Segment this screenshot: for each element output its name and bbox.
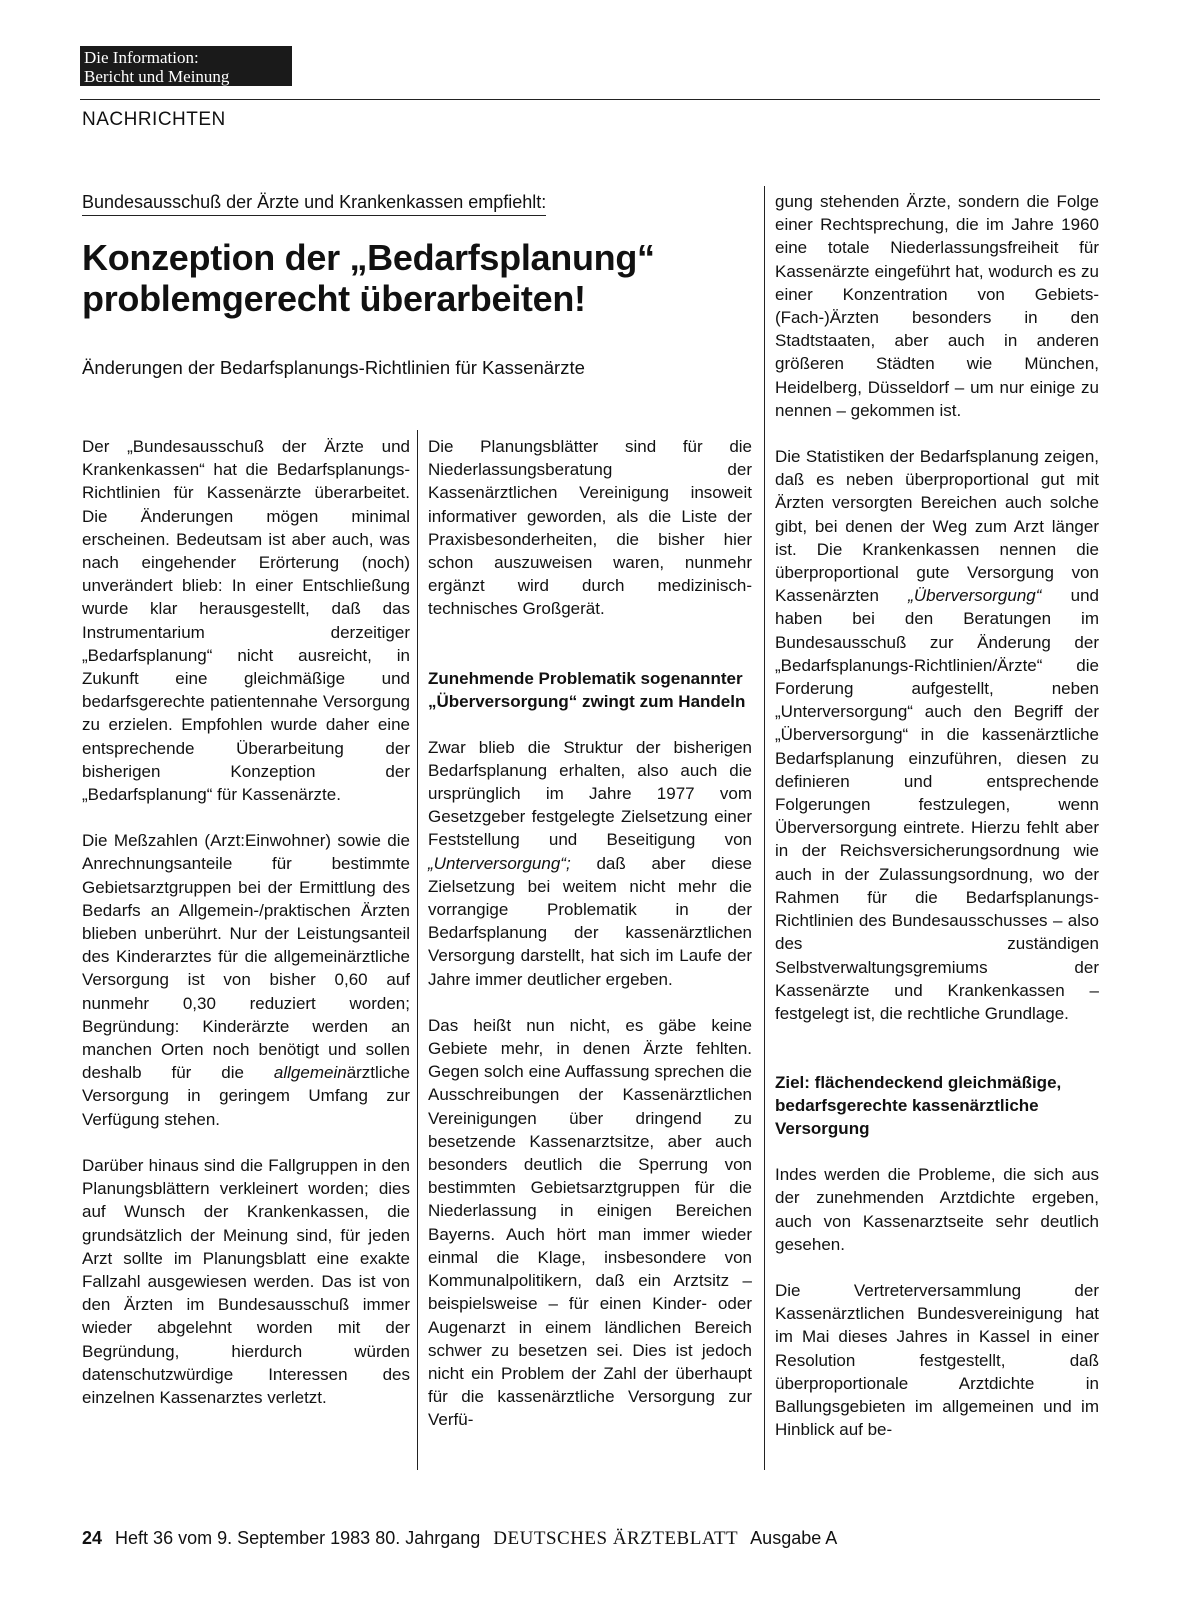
section-heading: Zunehmende Problematik sogenannter „Überversorgung“ zwingt zum Handeln	[428, 668, 746, 711]
publication-name: DEUTSCHES ÄRZTEBLATT	[493, 1528, 739, 1549]
text-column-2	[428, 435, 752, 1455]
page-footer	[82, 1528, 837, 1550]
top-rule	[80, 99, 1100, 100]
column-divider	[764, 186, 765, 1470]
article-headline	[82, 237, 762, 319]
column-divider	[417, 430, 418, 1470]
headline-line-2: problemgerecht überarbeiten!	[82, 278, 586, 319]
rubric-line-1: Die Information:	[84, 48, 199, 67]
paragraph: Darüber hinaus sind die Fallgruppen in den Planungsblättern verkleinert worden; dies auf Wunsch der Krankenkassen, die grundsätzlich der Meinung sind, für jeden Arzt sollte im Planungsblatt eine exakte Fallzahl ausgewiesen werden. Das ist von den Ärzten im Bundesausschuß immer wieder abgelehnt worden mit der Begründung, hierdurch würden datenschutzwürdige Interessen des einzelnen Kassenarztes verletzt.	[82, 1155, 410, 1407]
rubric-label	[80, 46, 292, 86]
paragraph: Die Meßzahlen (Arzt:Einwohner) sowie die Anrechnungsanteile für bestimmte Gebietsarztgruppen bei der Ermittlung des Bedarfs an Allgemein-/praktischen Ärzten blieben unberührt. Nur der Leistungsanteil des Kinderarztes für die allgemeinärztliche Versorgung ist von bisher 0,60 auf nunmehr 0,30 reduziert worden; Begründung: Kinderärzte werden an manchen Orten noch benötigt und sollen deshalb für die allgemeinärztliche Versorgung in geringem Umfang zur Verfügung stehen.	[82, 831, 410, 1129]
rubric-line-2: Bericht und Meinung	[84, 67, 230, 86]
paragraph: Die Planungsblätter sind für die Niederlassungsberatung der Kassenärztlichen Vereinigung insoweit informativer geworden, als die Liste der Praxisbesonderheiten, die bisher hier schon auszuweisen waren, nunmehr ergänzt wird durch medizinisch-technisches Großgerät.	[428, 437, 752, 619]
section-title: NACHRICHTEN	[82, 109, 226, 130]
issue-info: Heft 36 vom 9. September 1983 80. Jahrgang	[115, 1528, 481, 1548]
edition-label: Ausgabe A	[750, 1528, 838, 1548]
article-kicker: Bundesausschuß der Ärzte und Krankenkassen empfiehlt:	[82, 192, 546, 216]
paragraph: Die Vertreterversammlung der Kassenärztlichen Bundesvereinigung hat im Mai dieses Jahres in Kassel in einer Resolution festgestellt, daß überproportionale Arztdichte in Ballungsgebieten im allgemeinen und im Hinblick auf be-	[775, 1280, 1099, 1440]
paragraph: Das heißt nun nicht, es gäbe keine Gebiete mehr, in denen Ärzte fehlten. Gegen solch eine Auffassung sprechen die Ausschreibungen der Kassenärztlichen Vereinigungen über dringend zu besetzende Kassenarztsitze, aber auch besonders deutlich die Sperrung von bestimmten Gebietsarztgruppen für die Niederlassung in einigen Bereichen Bayerns. Auch hört man immer wieder einmal die Klage, insbesondere von Kommunalpolitikern, daß ein Arztsitz – beispielsweise – für einen Kinder- oder Augenarzt in einem ländlichen Bereich schwer zu besetzen sei. Dies ist jedoch nicht ein Problem der Zahl der überhaupt für die kassenärztliche Versorgung zur Verfü-	[428, 1015, 752, 1430]
section-heading: Ziel: flächendeckend gleichmäßige, bedarfsgerechte kassenärztliche Versorgung	[775, 1073, 1062, 1139]
article-subhead: Änderungen der Bedarfsplanungs-Richtlinien für Kassenärzte	[82, 357, 585, 378]
paragraph: Indes werden die Probleme, die sich aus der zunehmenden Arztdichte ergeben, auch von Kassenarztseite sehr deutlich gesehen.	[775, 1165, 1099, 1254]
text-column-1	[82, 435, 410, 1432]
text-column-3	[775, 190, 1099, 1464]
page-number: 24	[82, 1528, 103, 1548]
headline-line-1: Konzeption der „Bedarfsplanung“	[82, 237, 655, 278]
paragraph: gung stehenden Ärzte, sondern die Folge einer Rechtsprechung, die im Jahre 1960 eine totale Niederlassungsfreiheit für Kassenärzte eingeführt hat, wodurch es zu einer Konzentration von Gebiets-(Fach-)Ärzten besonders in den Stadtstaaten, aber auch in anderen größeren Städten wie München, Heidelberg, Düsseldorf – um nur einige zu nennen – gekommen ist.	[775, 192, 1099, 420]
paragraph: Die Statistiken der Bedarfsplanung zeigen, daß es neben überproportional gut mit Ärzten versorgten Bereichen auch solche gibt, bei denen der Weg zum Arzt länger ist. Die Krankenkassen nennen die überproportional gute Versorgung von Kassenärzten „Überversorgung“ und haben bei den Beratungen im Bundesausschuß zur Änderung der „Bedarfsplanungs-Richtlinien/Ärzte“ die Forderung aufgestellt, neben „Unterversorgung“ auch den Begriff der „Überversorgung“ in die kassenärztliche Bedarfsplanung einzuführen, diesen zu definieren und entsprechende Folgerungen festzulegen, wenn Überversorgung eintrete. Hierzu fehlt aber in der Reichsversicherungsordnung wie auch in der Zulassungsordnung, wo der Rahmen für die Bedarfsplanungs-Richtlinien des Bundesausschusses – also des zuständigen Selbstverwaltungsgremiums der Kassenärzte und Krankenkassen – festgelegt ist, die rechtliche Grundlage.	[775, 447, 1099, 1023]
paragraph: Der „Bundesausschuß der Ärzte und Krankenkassen“ hat die Bedarfsplanungs-Richtlinien für Kassenärzte überarbeitet. Die Änderungen mögen minimal erscheinen. Bedeutsam ist aber auch, was nach eingehender Erörterung (noch) unverändert blieb: In einer Entschließung wurde klar herausgestellt, daß das Instrumentarium derzeitiger „Bedarfsplanung“ nicht ausreicht, in Zukunft eine gleichmäßige und bedarfsgerechte patientennahe Versorgung zu erzielen. Empfohlen wurde daher eine entsprechende Überarbeitung der bisherigen Konzeption der „Bedarfsplanung“ für Kassenärzte.	[82, 437, 410, 805]
paragraph: Zwar blieb die Struktur der bisherigen Bedarfsplanung erhalten, also auch die ursprünglich im Jahre 1977 vom Gesetzgeber festgelegte Zielsetzung einer Feststellung und Beseitigung von „Unterversorgung“; daß aber diese Zielsetzung bei weitem nicht mehr die vorrangige Problematik in der Bedarfsplanung der kassenärztlichen Versorgung darstellt, hat sich im Laufe der Jahre immer deutlicher ergeben.	[428, 737, 752, 989]
